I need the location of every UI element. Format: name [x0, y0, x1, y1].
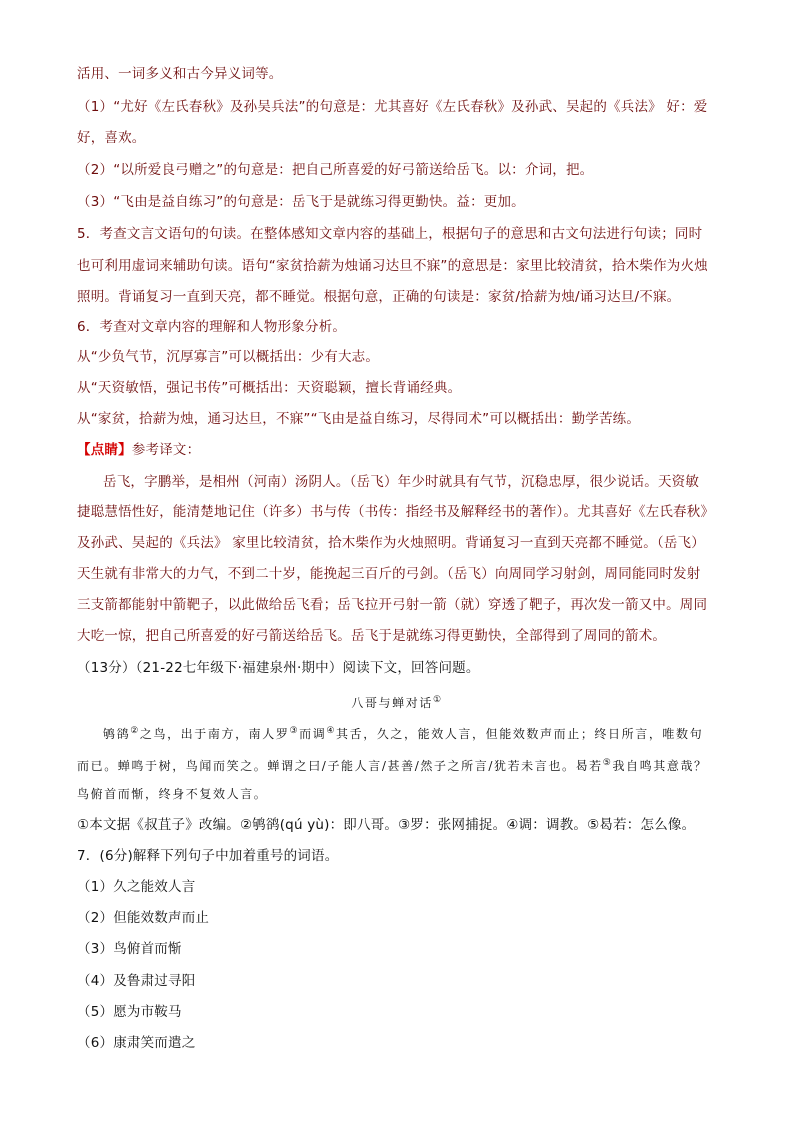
answer-text: （2）“以所爱良弓赠之”的句意是：把自己所喜爱的好弓箭送给岳飞。以：介词，把。: [77, 162, 594, 178]
passage-line: 鸟俯首而惭，终身不复效人言。: [77, 787, 268, 801]
answer-text: （3）“飞由是益自练习”的句意是：岳飞于是就练习得更勤快。益：更加。: [77, 194, 525, 210]
passage-title-text: 八哥与蝉对话: [351, 696, 433, 710]
answer-text: 6．考查对文章内容的理解和人物形象分析。: [77, 319, 347, 335]
translation-line: 三支箭都能射中箭靶子，以此做给岳飞看；岳飞拉开弓射一箭（就）穿透了靶子，再次发一箭又中。周同: [77, 597, 708, 613]
footnote-marker: ⑤: [602, 758, 613, 768]
answer-text: 从“少负气节，沉厚寡言”可以概括出：少有大志。: [77, 349, 380, 365]
question-7: 7．(6分)解释下列句子中加着重号的词语。: [77, 848, 339, 864]
answer-text: 从“家贫，拾薪为烛，通习达旦，不寐”“飞由是益自练习，尽得同术”可以概括出：勤学苦练。: [77, 411, 641, 427]
answer-text: 从“天资敏悟，强记书传”可概括出：天资聪颖，擅长背诵经典。: [77, 380, 462, 396]
question-intro: （13分）（21-22七年级下·福建泉州·期中）阅读下文，回答问题。: [77, 660, 480, 676]
translation-line: 大吃一惊，把自己所喜爱的好弓箭送给岳飞。岳飞于是就练习得更勤快，全部得到了周同的箭术。: [77, 628, 667, 644]
dianjing-label: 参考译文：: [131, 442, 201, 458]
passage-title: [0, 691, 794, 712]
translation-line: 捷聪慧悟性好，能清楚地记住（许多）书与传（书传：指经书及解释经书的著作）。尤其喜好《左氏春秋》: [77, 504, 715, 520]
footnote-marker: ③: [289, 726, 300, 736]
passage-text: 我自鸣其意哉？: [612, 759, 708, 773]
passage-text: 而调: [299, 727, 327, 741]
translation-line: 及孙武、吴起的《兵法》 家里比较清贫，拾木柴作为火烛照明。背诵复习一直到天亮都不睡觉。（岳飞）: [77, 535, 705, 551]
passage-text: 之鸟，出于南方，南人罗: [139, 727, 290, 741]
footnotes: ①本文据《叔苴子》改编。②鸲鹆(qú yù)：即八哥。③罗：张网捕捉。④调：调教。⑤曷若：怎么像。: [77, 817, 696, 833]
dianjing-tag: 【点睛】: [77, 442, 132, 458]
passage-text: 其舌，久之，能效人言，但能效数声而止；终日所言，唯数句: [336, 727, 704, 741]
question-item: （6）康肃笑而遣之: [77, 1035, 196, 1051]
translation-line: 岳飞，字鹏举，是相州（河南）汤阴人。（岳飞）年少时就具有气节，沉稳忠厚，很少说话。天资敏: [103, 474, 700, 490]
passage-line: [77, 754, 708, 775]
passage-text: 而已。蝉鸣于树，鸟闻而笑之。蝉谓之曰/子能人言/甚善/然子之所言/犹若未言也。曷若: [77, 759, 603, 773]
dianjing-heading: [77, 441, 200, 459]
answer-text: 照明。背诵复习一直到天亮，都不睡觉。根据句意，正确的句读是：家贫/拾薪为烛/诵习达旦/不寐。: [77, 289, 681, 305]
question-item: （1）久之能效人言: [77, 879, 196, 895]
answer-text: 好，喜欢。: [77, 130, 146, 146]
passage-line: [103, 722, 703, 743]
answer-text: 活用、一词多义和古今异义词等。: [77, 66, 283, 82]
answer-text: 也可利用虚词来辅助句读。语句“家贫拾薪为烛诵习达旦不寐”的意思是：家里比较清贫，拾木柴作为火烛: [77, 258, 708, 274]
passage-text: 鸲鹆: [103, 727, 131, 741]
footnote-marker: ④: [326, 726, 337, 736]
question-item: （2）但能效数声而止: [77, 910, 210, 926]
translation-line: 天生就有非常大的力气，不到二十岁，能挽起三百斤的弓剑。（岳飞）向周同学习射剑，周同能同时发射: [77, 566, 701, 582]
footnote-marker: ②: [130, 726, 140, 736]
answer-text: （1）“尤好《左氏春秋》及孙吴兵法”的句意是：尤其喜好《左氏春秋》及孙武、吴起的《兵法》 好：爱: [77, 99, 708, 115]
question-item: （5）愿为市鞍马: [77, 1004, 182, 1020]
footnote-marker: ①: [432, 695, 443, 705]
question-item: （3）鸟俯首而惭: [77, 941, 182, 957]
question-item: （4）及鲁肃过寻阳: [77, 973, 196, 989]
answer-text: 5．考查文言文语句的句读。在整体感知文章内容的基础上，根据句子的意思和古文句法进行句读；同时: [77, 226, 703, 242]
